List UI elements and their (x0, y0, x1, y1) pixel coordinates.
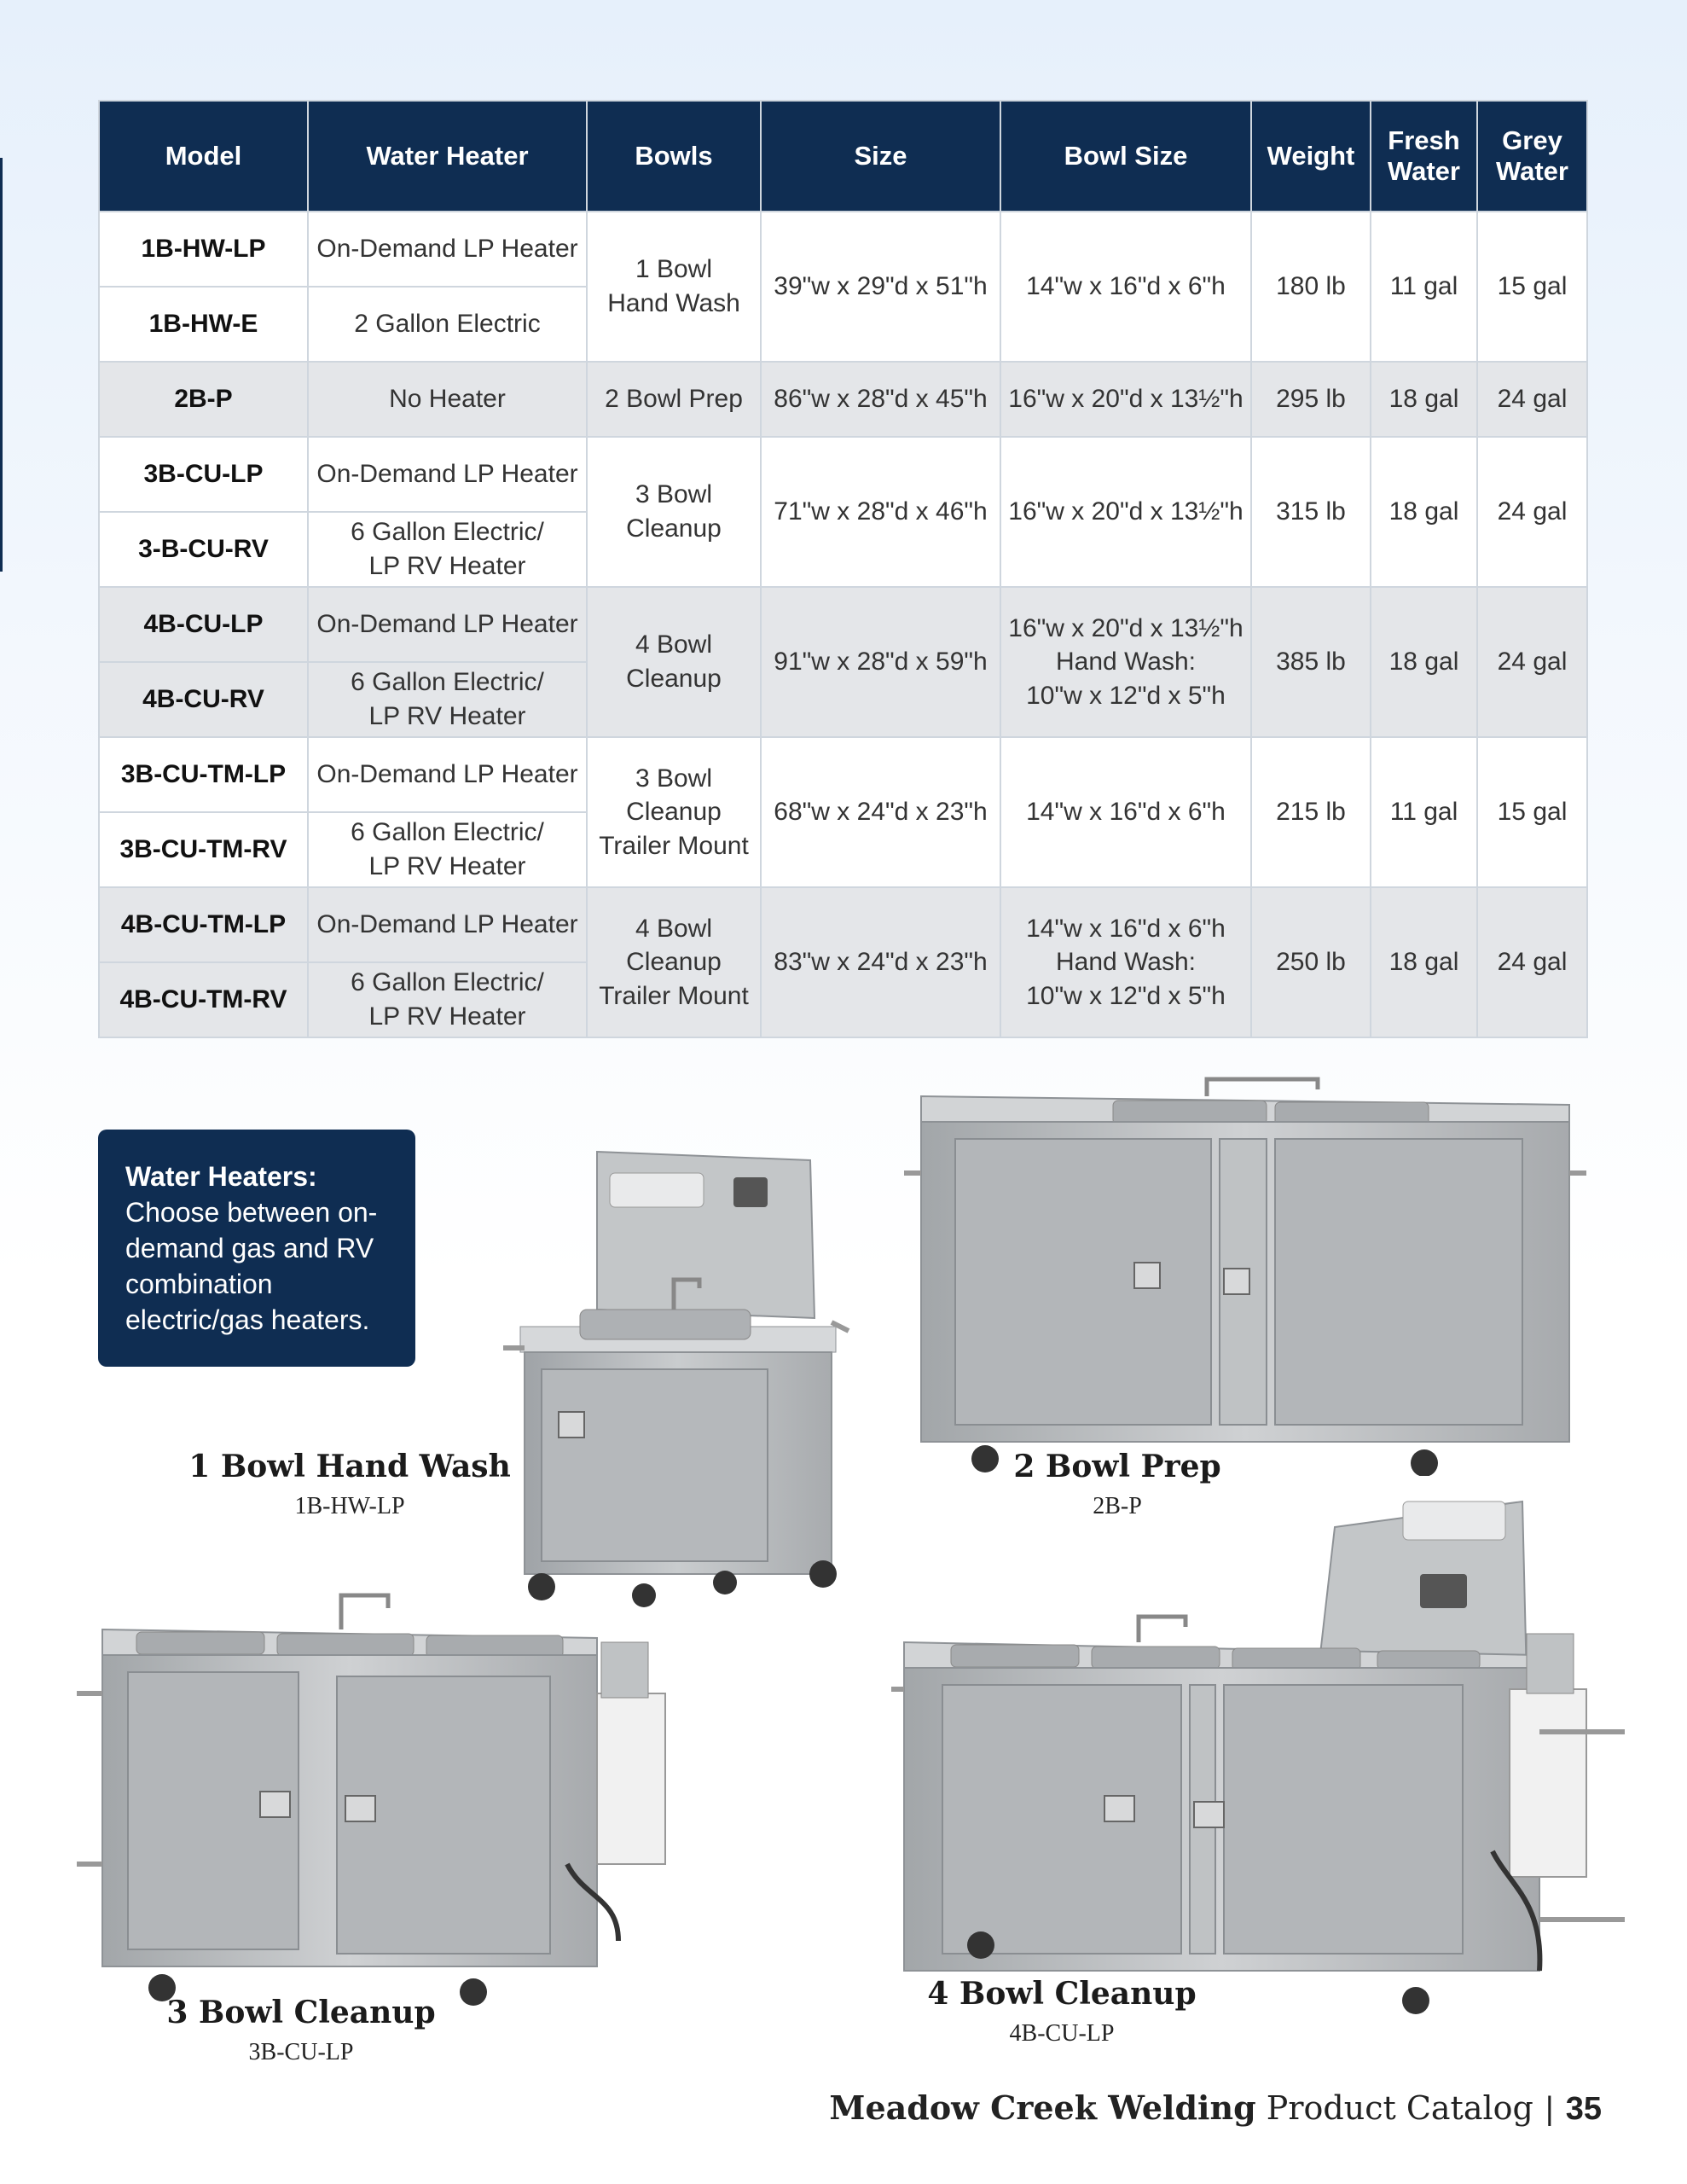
bowls-cell: 3 Bowl Cleanup Trailer Mount (587, 737, 761, 887)
bowl-size-cell: 16"w x 20"d x 13½"h (1000, 362, 1251, 437)
product-caption-four-bowl (900, 1976, 1224, 2048)
model-cell: 3B-CU-TM-LP (99, 737, 308, 812)
water-heater-cell: On-Demand LP Heater (308, 437, 587, 512)
product-title: 4 Bowl Cleanup (927, 1976, 1197, 2012)
footer-catalog: Product Catalog (1266, 2089, 1533, 2127)
grey-water-cell: 24 gal (1477, 587, 1587, 737)
grey-water-cell: 15 gal (1477, 737, 1587, 887)
product-model: 2B-P (1093, 1493, 1142, 1519)
page-footer (829, 2088, 1602, 2128)
water-heaters-callout (98, 1130, 415, 1367)
grey-water-cell: 24 gal (1477, 362, 1587, 437)
bowl-size-cell: 14"w x 16"d x 6"h (1000, 737, 1251, 887)
water-heater-cell: 6 Gallon Electric/ LP RV Heater (308, 812, 587, 887)
table-row (99, 737, 1587, 812)
size-cell: 71"w x 28"d x 46"h (761, 437, 1000, 587)
fresh-water-cell: 18 gal (1371, 887, 1477, 1037)
prep-sink-image (900, 1071, 1591, 1476)
bowl-size-cell: 14"w x 16"d x 6"h Hand Wash: 10"w x 12"d x 5"h (1000, 887, 1251, 1037)
column-header: Size (761, 101, 1000, 212)
bowls-cell: 4 Bowl Cleanup (587, 587, 761, 737)
spec-table (98, 100, 1588, 1038)
table-row (99, 887, 1587, 962)
callout-title: Water Heaters: (125, 1161, 317, 1192)
product-caption-prep (955, 1449, 1279, 1520)
footer-separator: | (1545, 2091, 1554, 2127)
product-caption-three-bowl (139, 1995, 463, 2066)
column-header: Weight (1251, 101, 1371, 212)
model-cell: 4B-CU-TM-LP (99, 887, 308, 962)
bowls-cell: 1 Bowl Hand Wash (587, 212, 761, 362)
water-heater-cell: On-Demand LP Heater (308, 737, 587, 812)
product-model: 4B-CU-LP (1009, 2020, 1115, 2047)
weight-cell: 215 lb (1251, 737, 1371, 887)
bowls-cell: 3 Bowl Cleanup (587, 437, 761, 587)
page-number: 35 (1565, 2091, 1602, 2127)
model-cell: 2B-P (99, 362, 308, 437)
page-edge-marker (0, 158, 3, 572)
column-header: Fresh Water (1371, 101, 1477, 212)
size-cell: 68"w x 24"d x 23"h (761, 737, 1000, 887)
water-heater-cell: 6 Gallon Electric/ LP RV Heater (308, 962, 587, 1037)
grey-water-cell: 24 gal (1477, 437, 1587, 587)
column-header: Grey Water (1477, 101, 1587, 212)
fresh-water-cell: 18 gal (1371, 587, 1477, 737)
weight-cell: 385 lb (1251, 587, 1371, 737)
three-bowl-cleanup-image (68, 1583, 704, 2009)
water-heater-cell: On-Demand LP Heater (308, 887, 587, 962)
size-cell: 83"w x 24"d x 23"h (761, 887, 1000, 1037)
column-header: Water Heater (308, 101, 587, 212)
fresh-water-cell: 18 gal (1371, 362, 1477, 437)
bowls-cell: 2 Bowl Prep (587, 362, 761, 437)
footer-brand: Meadow Creek Welding (829, 2088, 1256, 2127)
model-cell: 3B-CU-LP (99, 437, 308, 512)
fresh-water-cell: 11 gal (1371, 212, 1477, 362)
table-row (99, 212, 1587, 287)
product-title: 2 Bowl Prep (1013, 1449, 1221, 1484)
callout-text: Choose between on-demand gas and RV combination electric/gas heaters. (125, 1197, 378, 1335)
weight-cell: 295 lb (1251, 362, 1371, 437)
size-cell: 91"w x 28"d x 59"h (761, 587, 1000, 737)
model-cell: 1B-HW-LP (99, 212, 308, 287)
fresh-water-cell: 11 gal (1371, 737, 1477, 887)
grey-water-cell: 24 gal (1477, 887, 1587, 1037)
model-cell: 3B-CU-TM-RV (99, 812, 308, 887)
table-row (99, 587, 1587, 662)
product-model: 3B-CU-LP (248, 2039, 354, 2065)
four-bowl-cleanup-image (891, 1493, 1633, 2022)
bowl-size-cell: 16"w x 20"d x 13½"h Hand Wash: 10"w x 12"d x 5"h (1000, 587, 1251, 737)
bowl-size-cell: 16"w x 20"d x 13½"h (1000, 437, 1251, 587)
size-cell: 39"w x 29"d x 51"h (761, 212, 1000, 362)
column-header: Bowls (587, 101, 761, 212)
product-model: 1B-HW-LP (294, 1493, 405, 1519)
weight-cell: 315 lb (1251, 437, 1371, 587)
column-header: Bowl Size (1000, 101, 1251, 212)
weight-cell: 250 lb (1251, 887, 1371, 1037)
model-cell: 4B-CU-LP (99, 587, 308, 662)
model-cell: 4B-CU-TM-RV (99, 962, 308, 1037)
weight-cell: 180 lb (1251, 212, 1371, 362)
water-heater-cell: On-Demand LP Heater (308, 212, 587, 287)
bowls-cell: 4 Bowl Cleanup Trailer Mount (587, 887, 761, 1037)
model-cell: 3-B-CU-RV (99, 512, 308, 587)
water-heater-cell: 6 Gallon Electric/ LP RV Heater (308, 512, 587, 587)
size-cell: 86"w x 28"d x 45"h (761, 362, 1000, 437)
table-body (99, 212, 1587, 1037)
product-caption-hand-wash (188, 1449, 512, 1520)
hand-wash-sink-image (503, 1147, 853, 1612)
table-row (99, 437, 1587, 512)
table-header-row (99, 101, 1587, 212)
water-heater-cell: 2 Gallon Electric (308, 287, 587, 362)
column-header: Model (99, 101, 308, 212)
bowl-size-cell: 14"w x 16"d x 6"h (1000, 212, 1251, 362)
table-row (99, 362, 1587, 437)
product-title: 1 Bowl Hand Wash (188, 1449, 511, 1484)
model-cell: 1B-HW-E (99, 287, 308, 362)
product-title: 3 Bowl Cleanup (166, 1995, 436, 2030)
fresh-water-cell: 18 gal (1371, 437, 1477, 587)
water-heater-cell: No Heater (308, 362, 587, 437)
water-heater-cell: On-Demand LP Heater (308, 587, 587, 662)
model-cell: 4B-CU-RV (99, 662, 308, 737)
grey-water-cell: 15 gal (1477, 212, 1587, 362)
water-heater-cell: 6 Gallon Electric/ LP RV Heater (308, 662, 587, 737)
